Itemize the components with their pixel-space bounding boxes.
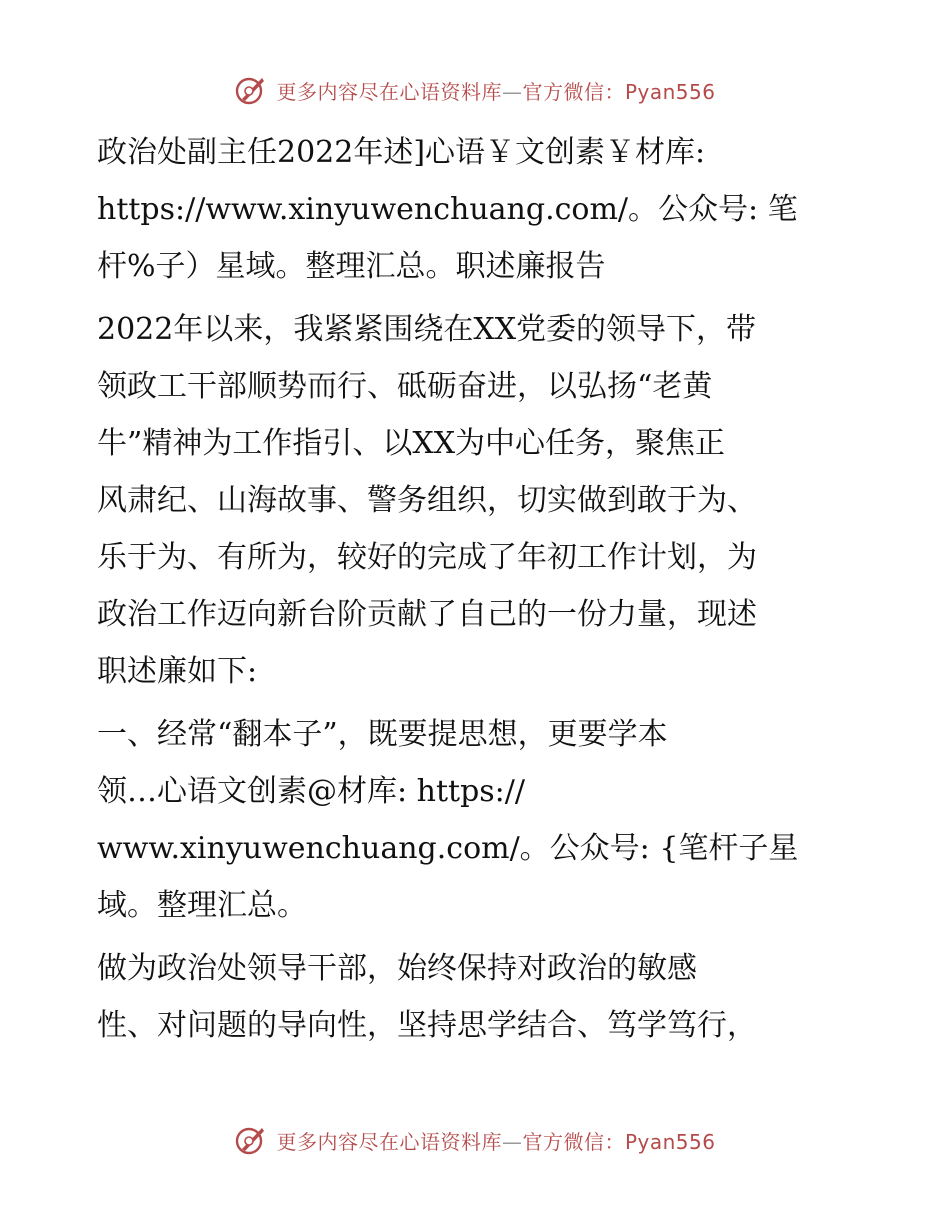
- text-line: 职述廉如下:: [97, 654, 258, 689]
- footer-banner: [0, 1120, 950, 1160]
- text-line: 域。整理汇总。: [97, 888, 307, 923]
- text-line: 领…心语文创素@材库: https://: [97, 774, 525, 809]
- paragraph: [97, 301, 867, 700]
- text-line: 风肃纪、山海故事、警务组织，切实做到敢于为、: [97, 483, 757, 518]
- paragraph: [97, 124, 867, 295]
- banner-text: 更多内容尽在心语资料库—官方微信：Pyan556: [276, 79, 716, 104]
- header-banner: [0, 70, 950, 110]
- banner-text: 更多内容尽在心语资料库—官方微信：Pyan556: [276, 1129, 716, 1154]
- text-line: 牛”精神为工作指引、以XX为中心任务，聚焦正: [97, 426, 726, 461]
- document-body: [97, 124, 867, 1060]
- quill-in-circle-logo: [234, 73, 268, 107]
- paragraph: [97, 706, 867, 934]
- text-line: www.xinyuwenchuang.com/。公众号: {笔杆子星: [97, 831, 799, 866]
- text-line: 做为政治处领导干部，始终保持对政治的敏感: [97, 951, 697, 986]
- text-line: 一、经常“翻本子”，既要提思想，更要学本: [97, 717, 668, 752]
- text-line: 乐于为、有所为，较好的完成了年初工作计划，为: [97, 540, 757, 575]
- quill-in-circle-logo: [234, 1123, 268, 1157]
- text-line: 性、对问题的导向性，坚持思学结合、笃学笃行，: [97, 1008, 757, 1043]
- paragraph: [97, 940, 867, 1054]
- text-line: 杆%子）星域。整理汇总。职述廉报告: [97, 249, 606, 284]
- text-line: 2022年以来，我紧紧围绕在XX党委的领导下，带: [97, 312, 757, 347]
- text-line: 政治工作迈向新台阶贡献了自己的一份力量，现述: [97, 597, 757, 632]
- text-line: https://www.xinyuwenchuang.com/。公众号: 笔: [97, 192, 798, 227]
- text-line: 政治处副主任2022年述]心语￥文创素￥材库:: [97, 135, 706, 170]
- text-line: 领政工干部顺势而行、砥砺奋进，以弘扬“老黄: [97, 369, 713, 404]
